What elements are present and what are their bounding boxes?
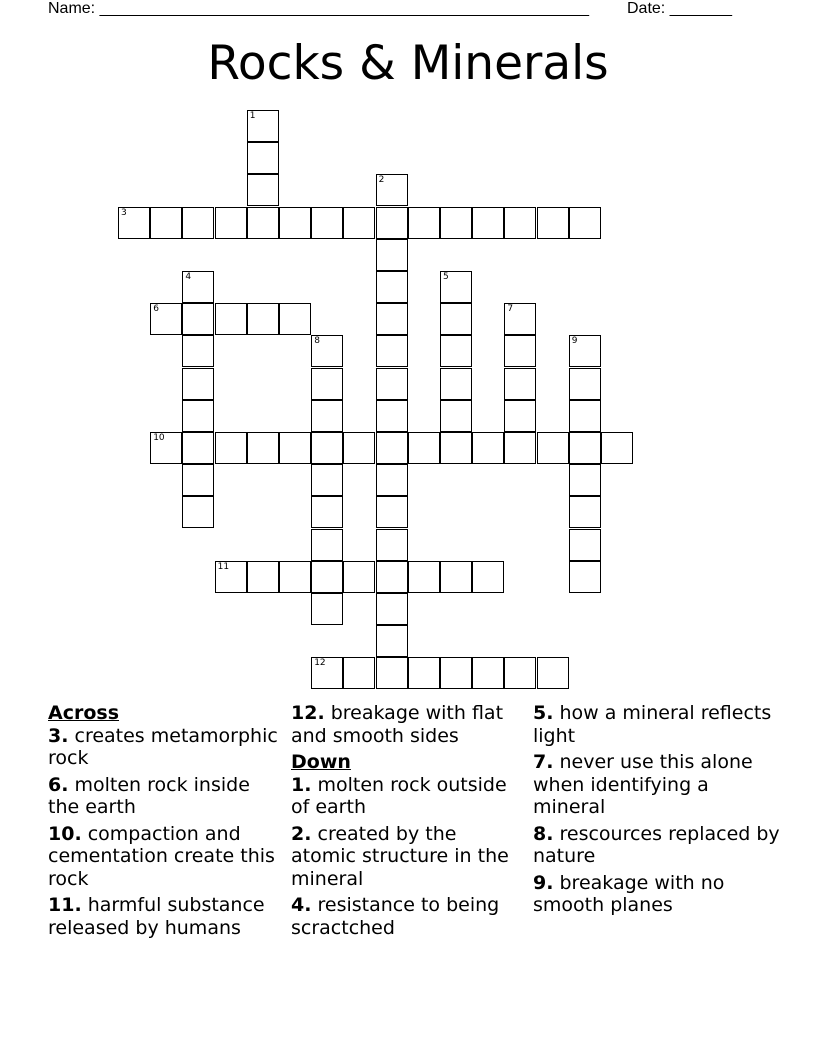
grid-cell[interactable] (376, 464, 408, 496)
down-heading: Down (291, 751, 351, 773)
grid-cell[interactable] (376, 174, 408, 206)
grid-cell[interactable] (311, 335, 343, 367)
clue-number: 7. (533, 751, 554, 773)
grid-cell[interactable] (311, 593, 343, 625)
grid-cell[interactable] (182, 303, 214, 335)
grid-cell[interactable] (279, 561, 311, 593)
grid-cell[interactable] (279, 432, 311, 464)
grid-cell[interactable] (215, 303, 247, 335)
clue-number: 2. (291, 822, 312, 845)
grid-cell[interactable] (569, 400, 601, 432)
grid-cell[interactable] (376, 239, 408, 271)
grid-cell[interactable] (601, 432, 633, 464)
grid-cell[interactable] (182, 496, 214, 528)
grid-cell[interactable] (569, 207, 601, 239)
clue-number: 10. (48, 822, 82, 845)
grid-cell[interactable] (504, 335, 536, 367)
name-line: Name: _______________________________________________________ (48, 0, 589, 17)
grid-cell[interactable] (376, 432, 408, 464)
clue-number: 1. (291, 773, 312, 796)
clue-column-3 (533, 702, 783, 921)
grid-cell[interactable] (537, 657, 569, 689)
grid-cell[interactable] (343, 207, 375, 239)
grid-cell[interactable] (247, 207, 279, 239)
grid-cell[interactable] (472, 207, 504, 239)
grid-cell[interactable] (215, 207, 247, 239)
grid-cell[interactable] (472, 432, 504, 464)
grid-cell[interactable] (569, 496, 601, 528)
grid-cell[interactable] (440, 335, 472, 367)
grid-cell[interactable] (376, 400, 408, 432)
clue-number: 5. (533, 702, 554, 724)
clue-text: creates metamorphic rock (48, 724, 278, 769)
clue-down-1 (291, 774, 526, 819)
grid-cell[interactable] (279, 207, 311, 239)
clue-across-12 (291, 702, 526, 747)
clue-down-9 (533, 872, 783, 917)
date-line: Date: _______ (627, 0, 732, 17)
grid-cell[interactable] (504, 303, 536, 335)
clue-number: 9. (533, 871, 554, 894)
clue-text: how a mineral reflects light (533, 702, 772, 747)
clue-text: created by the atomic structure in the mineral (291, 822, 509, 890)
grid-cell[interactable] (215, 561, 247, 593)
grid-cell[interactable] (311, 432, 343, 464)
grid-cell[interactable] (182, 368, 214, 400)
page-title: Rocks & Minerals (207, 36, 609, 91)
grid-cell[interactable] (440, 271, 472, 303)
cell-number: 2 (378, 175, 385, 186)
clue-text: molten rock inside the earth (48, 773, 250, 818)
clue-number: 3. (48, 724, 69, 747)
grid-cell[interactable] (182, 271, 214, 303)
grid-cell[interactable] (504, 400, 536, 432)
clue-text: never use this alone when identifying a mineral (533, 751, 753, 818)
clue-number: 12. (291, 702, 325, 724)
grid-cell[interactable] (247, 432, 279, 464)
cell-number: 10 (153, 433, 165, 443)
grid-cell[interactable] (311, 657, 343, 689)
grid-cell[interactable] (343, 432, 375, 464)
grid-cell[interactable] (376, 657, 408, 689)
cell-number: 9 (571, 336, 578, 347)
grid-cell[interactable] (376, 303, 408, 335)
grid-cell[interactable] (537, 207, 569, 239)
clue-across-6 (48, 774, 283, 819)
grid-cell[interactable] (343, 657, 375, 689)
clue-across-11 (48, 894, 283, 939)
grid-cell[interactable] (247, 561, 279, 593)
clue-text: compaction and cementation create this rock (48, 822, 275, 890)
grid-cell[interactable] (150, 303, 182, 335)
grid-cell[interactable] (440, 657, 472, 689)
grid-cell[interactable] (376, 496, 408, 528)
grid-cell[interactable] (440, 561, 472, 593)
grid-cell[interactable] (247, 174, 279, 206)
clue-number: 6. (48, 773, 69, 796)
grid-cell[interactable] (376, 529, 408, 561)
grid-cell[interactable] (311, 464, 343, 496)
grid-cell[interactable] (182, 207, 214, 239)
grid-cell[interactable] (311, 561, 343, 593)
grid-cell[interactable] (247, 142, 279, 174)
clue-number: 8. (533, 822, 554, 845)
cell-number: 6 (153, 304, 159, 315)
grid-cell[interactable] (408, 432, 440, 464)
grid-cell[interactable] (569, 561, 601, 593)
grid-cell[interactable] (376, 207, 408, 239)
grid-cell[interactable] (440, 303, 472, 335)
clue-down-4 (291, 894, 526, 939)
grid-cell[interactable] (376, 368, 408, 400)
grid-cell[interactable] (537, 432, 569, 464)
grid-cell[interactable] (182, 432, 214, 464)
clue-column-2 (291, 702, 526, 943)
grid-cell[interactable] (569, 335, 601, 367)
grid-cell[interactable] (376, 271, 408, 303)
grid-cell[interactable] (376, 625, 408, 657)
grid-cell[interactable] (150, 432, 182, 464)
grid-cell[interactable] (440, 207, 472, 239)
cell-number: 11 (217, 561, 230, 572)
cell-number: 7 (507, 304, 514, 315)
grid-cell[interactable] (569, 368, 601, 400)
grid-cell[interactable] (376, 335, 408, 367)
grid-cell[interactable] (440, 400, 472, 432)
grid-cell[interactable] (311, 529, 343, 561)
clue-text: breakage with no smooth planes (533, 871, 725, 916)
grid-cell[interactable] (182, 400, 214, 432)
clue-down-5 (533, 702, 783, 747)
grid-cell[interactable] (150, 207, 182, 239)
clue-number: 11. (48, 894, 82, 916)
clue-down-7 (533, 751, 783, 819)
cell-number: 3 (121, 207, 127, 218)
grid-cell[interactable] (182, 335, 214, 367)
grid-cell[interactable] (504, 432, 536, 464)
grid-cell[interactable] (569, 529, 601, 561)
grid-cell[interactable] (569, 432, 601, 464)
grid-cell[interactable] (343, 561, 375, 593)
grid-cell[interactable] (504, 207, 536, 239)
grid-cell[interactable] (472, 561, 504, 593)
cell-number: 4 (185, 272, 192, 282)
clue-across-3 (48, 725, 283, 770)
grid-cell[interactable] (408, 207, 440, 239)
clue-down-2 (291, 823, 526, 891)
grid-cell[interactable] (311, 400, 343, 432)
grid-cell[interactable] (472, 657, 504, 689)
grid-cell[interactable] (311, 496, 343, 528)
clue-number: 4. (291, 894, 312, 916)
clue-text: harmful substance released by humans (48, 894, 265, 939)
grid-cell[interactable] (408, 561, 440, 593)
grid-cell[interactable] (504, 657, 536, 689)
across-heading: Across (48, 702, 120, 724)
clue-column-1 (48, 702, 283, 943)
grid-cell[interactable] (247, 110, 279, 142)
clue-text: molten rock outside of earth (291, 773, 507, 818)
clue-text: breakage with flat and smooth sides (291, 702, 504, 747)
grid-cell[interactable] (376, 593, 408, 625)
grid-cell[interactable] (311, 368, 343, 400)
grid-cell[interactable] (376, 561, 408, 593)
clue-across-10 (48, 823, 283, 891)
grid-cell[interactable] (440, 368, 472, 400)
clue-text: rescources replaced by nature (533, 822, 780, 867)
cell-number: 8 (314, 336, 320, 347)
grid-cell[interactable] (504, 368, 536, 400)
grid-cell[interactable] (215, 432, 247, 464)
cell-number: 5 (443, 272, 449, 282)
grid-cell[interactable] (440, 432, 472, 464)
cell-number: 12 (314, 658, 326, 669)
grid-cell[interactable] (408, 657, 440, 689)
grid-cell[interactable] (569, 464, 601, 496)
clue-down-8 (533, 823, 783, 868)
clue-text: resistance to being scractched (291, 894, 500, 939)
grid-cell[interactable] (311, 207, 343, 239)
grid-cell[interactable] (247, 303, 279, 335)
grid-cell[interactable] (279, 303, 311, 335)
grid-cell[interactable] (182, 464, 214, 496)
cell-number: 1 (249, 111, 256, 121)
grid-cell[interactable] (118, 207, 150, 239)
